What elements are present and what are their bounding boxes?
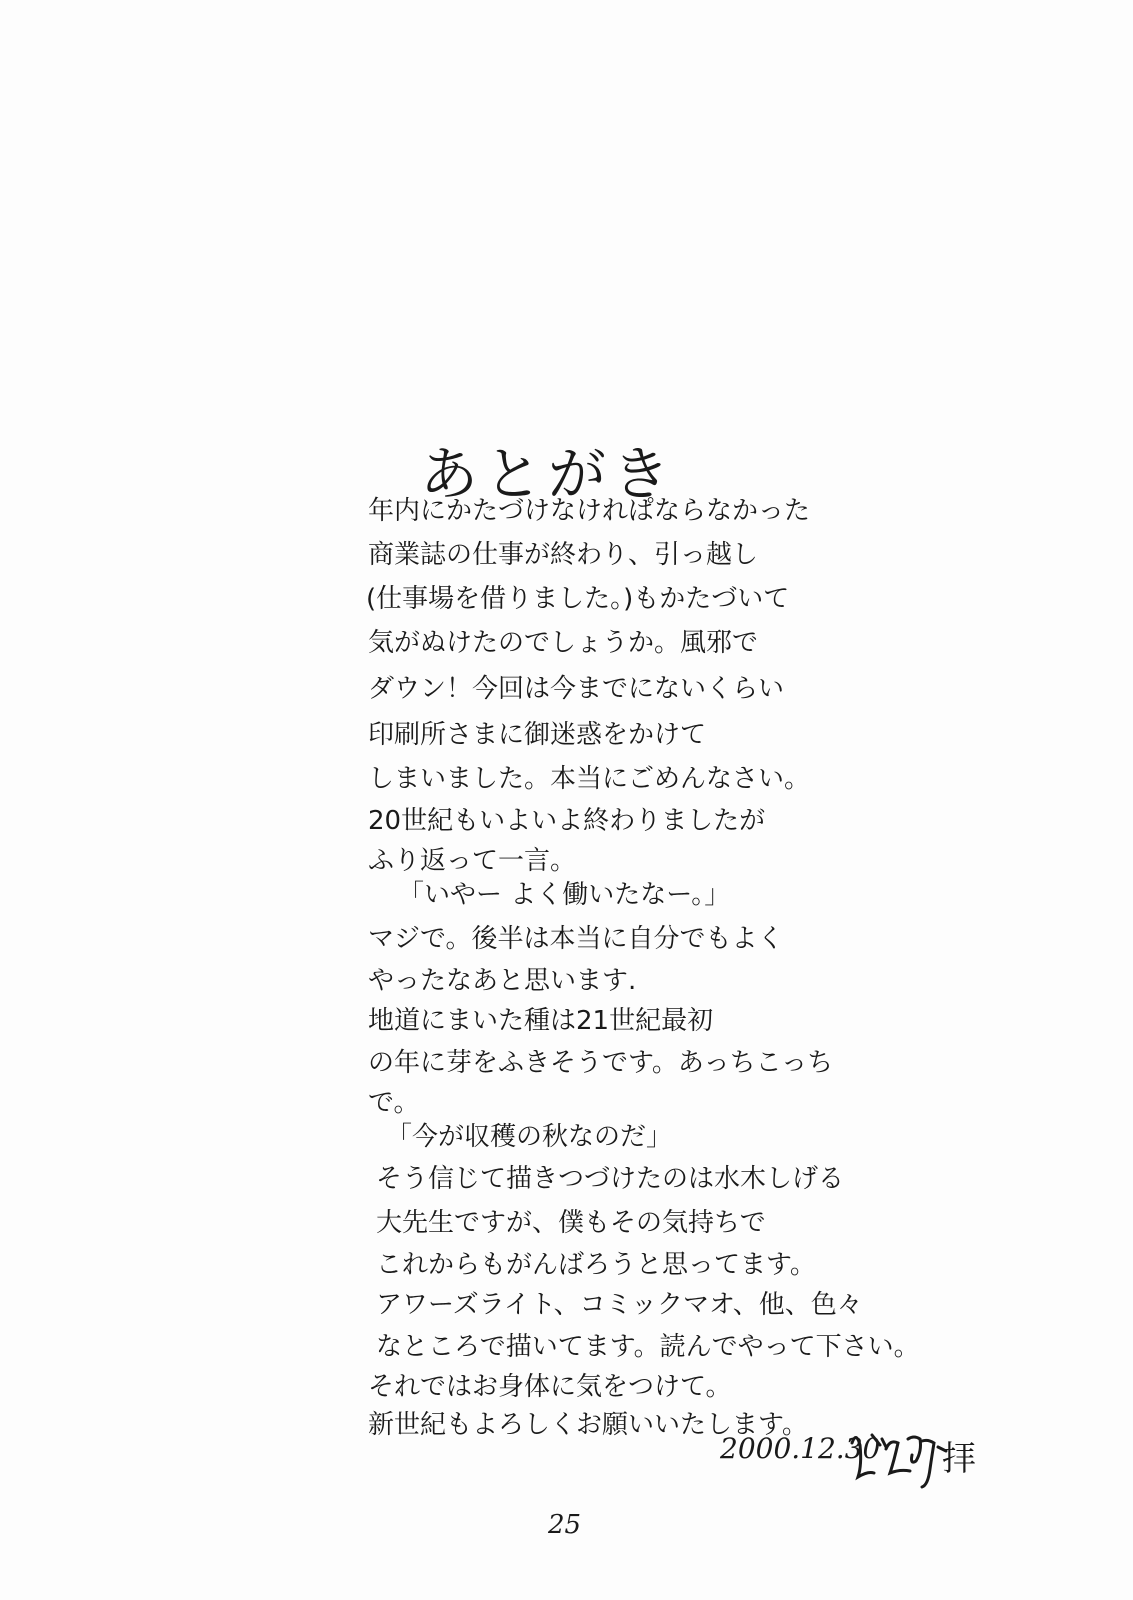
body-line: そう信じて描きつづけたのは水木しげる [376, 1164, 845, 1194]
body-line: 新世紀もよろしくお願いいたします。 [368, 1410, 808, 1440]
body-line: マジで。後半は本当に自分でもよく [368, 924, 784, 954]
signature [850, 1425, 980, 1530]
body-line: なところで描いてます。読んでやって下さい。 [376, 1332, 920, 1362]
body-line: 「今が収穫の秋なのだ」 [386, 1122, 673, 1152]
body-line: アワーズライト、コミックマオ、他、色々 [376, 1290, 863, 1320]
body-line: これからもがんばろうと思ってます。 [376, 1250, 816, 1280]
body-line: の年に芽をふきそうです。あっちこっち [368, 1048, 834, 1078]
page-title: あとがき [420, 439, 677, 508]
body-line: 20世紀もいよいよ終わりましたが [368, 806, 766, 836]
body-line: 印刷所さまに御迷惑をかけて [368, 720, 707, 750]
body-line: 商業誌の仕事が終わり、引っ越し [368, 540, 759, 570]
body-line: (仕事場を借りました。)もかたづいて [366, 584, 790, 614]
signature-label: 拝 [942, 1439, 976, 1479]
body-line: ダウン！今回は今までにないくらい [368, 674, 785, 704]
body-line: 「いやー よく働いたなー。」 [398, 880, 731, 910]
body-line: で。 [368, 1088, 420, 1118]
body-line: 大先生ですが、僕もその気持ちで [376, 1208, 766, 1238]
body-line: 地道にまいた種は21世紀最初 [368, 1006, 714, 1036]
date: 2000.12.30 [720, 1432, 881, 1465]
body-line: 年内にかたづけなけれぱならなかった [368, 496, 811, 526]
body-line: それではお身体に気をつけて。 [368, 1372, 732, 1402]
body-line: 気がぬけたのでしょうか。風邪で [368, 628, 759, 658]
body-line: ふり返って一言。 [368, 846, 577, 876]
body-line: やったなあと思います. [368, 966, 637, 996]
body-line: しまいました。本当にごめんなさい。 [368, 764, 811, 794]
page-number: 25 [548, 1510, 582, 1540]
